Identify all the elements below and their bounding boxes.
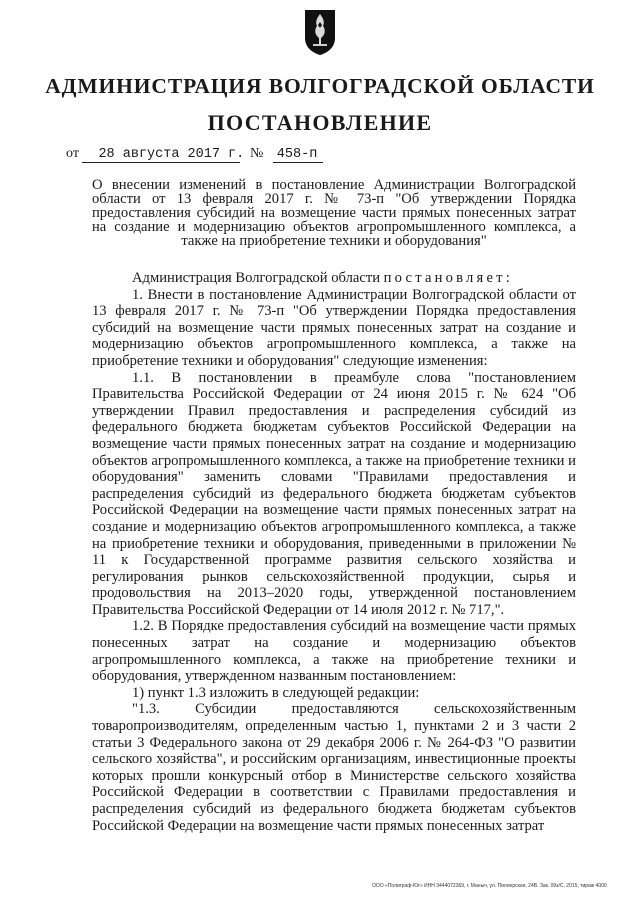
organization-name: АДМИНИСТРАЦИЯ ВОЛГОГРАДСКОЙ ОБЛАСТИ <box>45 74 595 98</box>
document-title: О внесении изменений в постановление Администрации Волгоградской области от 13 февраля 2017 г. № 73-п "Об утверждении Порядка предоставления субсидий на возмещение части прямых понесенных затрат на создание и модернизацию объектов агропромышленного комплекса, а также на приобретение техники и оборудования" <box>92 177 576 249</box>
document-type: ПОСТАНОВЛЕНИЕ <box>207 110 433 135</box>
preamble-verb: постановляет: <box>383 270 513 286</box>
paragraph-1: 1. Внести в постановление Администрации Волгоградской области от 13 февраля 2017 г. № 73-п "Об утверждении Порядка предоставления субсидий на возмещение части прямых понесенных затрат на создание и модернизацию объектов агропромышленного комплекса, а также на приобретение техники и оборудования" следующие изменения: <box>92 286 576 369</box>
coat-of-arms-emblem <box>303 8 337 56</box>
document-date: 28 августа 2017 г. <box>82 147 240 163</box>
preamble <box>92 270 576 287</box>
preamble-start: Администрация Волгоградской области <box>132 270 381 286</box>
document-body <box>92 270 576 834</box>
paragraph-1-1: 1.1. В постановлении в преамбуле слова "постановлением Правительства Российской Федерации от 24 июня 2015 г. № 624 "Об утверждении Правил предоставления и распределения субсидий из федерального бюджета бюджетам субъектов Российской Федерации на возмещение части прямых понесенных затрат на создание и модернизацию объектов агропромышленного комплекса, а также на приобретение техники и оборудования" заменить словами "Правилами предоставления и распределения субсидий из федерального бюджета бюджетам субъектов Российской Федерации на возмещение части прямых понесенных затрат на создание и модернизацию объектов агропромышленного комплекса, а также на приобретение техники и оборудования, приведенными в приложении № 11 к Государственной программе развития сельского хозяйства и регулирования рынков сельскохозяйственной продукции, сырья и продовольствия на 2013–2020 годы, утвержденной постановлением Правительства Российской Федерации от 14 июля 2012 г. № 717,". <box>92 369 576 618</box>
date-label: от <box>66 146 79 161</box>
paragraph-1-2: 1.2. В Порядке предоставления субсидий на возмещение части прямых понесенных затрат на создание и модернизацию объектов агропромышленного комплекса, а также на приобретение техники и оборудования, утвержденном названным постановлением: <box>92 618 576 685</box>
number-label: № <box>249 146 264 161</box>
paragraph-1-3: "1.3. Субсидии предоставляются сельскохозяйственным товаропроизводителям, определенным частью 1, пунктами 2 и 3 части 2 статьи 3 Федерального закона от 29 декабря 2006 г. № 264-ФЗ "О развитии сельского хозяйства", и российским организациям, инвестиционные проекты которых прошли конкурсный отбор в Министерстве сельского хозяйства Российской Федерации в соответствии с Правилами предоставления и распределения субсидий из федерального бюджета бюджетам субъектов Российской Федерации на возмещение части прямых понесенных затрат <box>92 701 576 834</box>
paragraph-item-1: 1) пункт 1.3 изложить в следующей редакции: <box>132 684 420 701</box>
printer-footer: ООО «Полиграф-Юг» ИНН 3444072369, г. Маныч, ул. Пионерская, 24В. Зак. 09з/С, 2015, тираж 4000 <box>372 883 607 889</box>
document-number: 458-п <box>273 147 323 163</box>
document-meta <box>66 146 323 163</box>
